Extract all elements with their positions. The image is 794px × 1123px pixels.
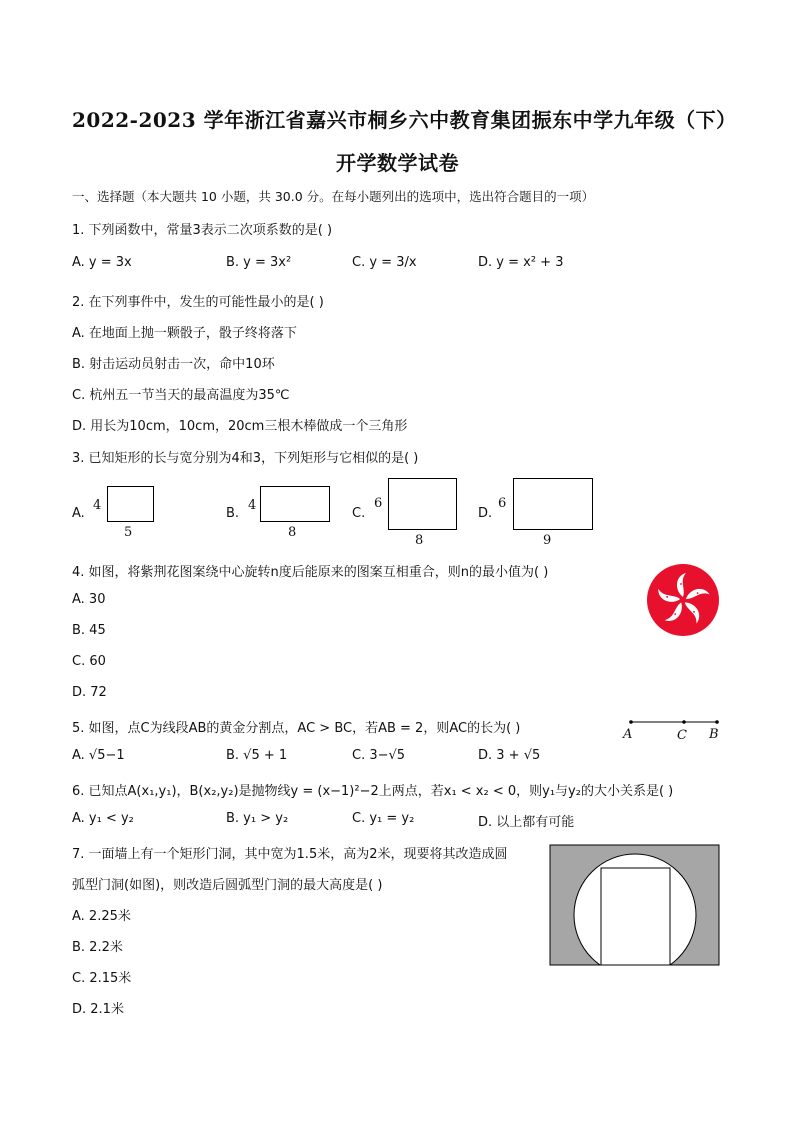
q4-option-c: C. 60 [72, 654, 106, 669]
question-4-stem: 4. 如图，将紫荆花图案绕中心旋转n度后能原来的图案互相重合，则n的最小值为( ) [72, 565, 549, 580]
q3-option-d-height: 6 [498, 496, 507, 511]
q5-option-a: A. √5−1 [72, 748, 125, 763]
q7-option-c: C. 2.15米 [72, 971, 132, 986]
door-rectangle [601, 868, 670, 965]
q3-option-c-letter: C. [352, 506, 366, 521]
q3-option-c-height: 6 [374, 496, 383, 511]
q1-option-c: C. y = 3/x [352, 255, 417, 270]
q3-option-a-rectangle [107, 486, 154, 522]
q5-option-c: C. 3−√5 [352, 748, 406, 763]
q4-option-d: D. 72 [72, 685, 107, 700]
q5-option-d: D. 3 + √5 [478, 748, 541, 763]
q3-option-a-height: 4 [93, 498, 102, 513]
question-2-stem: 2. 在下列事件中，发生的可能性最小的是( ) [72, 295, 324, 310]
bauhinia-flower-figure [646, 563, 720, 637]
point-a-label: A [623, 727, 633, 742]
q6-option-d: D. 以上都有可能 [478, 815, 575, 830]
q1-option-a: A. y = 3x [72, 255, 132, 270]
q4-option-a: A. 30 [72, 592, 106, 607]
question-6-stem: 6. 已知点A(x₁,y₁)，B(x₂,y₂)是抛物线y = (x−1)²−2上两点，若x₁ < x₂ < 0，则y₁与y₂的大小关系是( ) [72, 784, 674, 799]
q3-option-d-width: 9 [543, 533, 552, 548]
page-title-line2: 开学数学试卷 [336, 151, 459, 175]
q3-option-a-letter: A. [72, 506, 85, 521]
section-heading: 一、选择题（本大题共 10 小题，共 30.0 分。在每小题列出的选项中，选出符合题目的一项） [72, 189, 595, 204]
q5-option-b: B. √5 + 1 [226, 748, 288, 763]
q3-option-a-width: 5 [124, 525, 133, 540]
q3-option-b-letter: B. [226, 506, 240, 521]
q2-option-c: C. 杭州五一节当天的最高温度为35℃ [72, 388, 290, 403]
q3-option-c-rectangle [388, 478, 457, 530]
q7-option-d: D. 2.1米 [72, 1002, 124, 1017]
question-7-stem-line1: 7. 一面墙上有一个矩形门洞，其中宽为1.5米，高为2米，现要将其改造成圆 [72, 847, 508, 862]
q3-option-d-rectangle [513, 478, 593, 530]
q3-option-b-rectangle [260, 486, 330, 522]
q6-option-b: B. y₁ > y₂ [226, 811, 289, 826]
q3-option-b-width: 8 [288, 525, 297, 540]
page-title-line1: 2022-2023 学年浙江省嘉兴市桐乡六中教育集团振东中学九年级（下） [72, 108, 737, 132]
question-5-stem: 5. 如图，点C为线段AB的黄金分割点，AC > BC，若AB = 2，则AC的长为( ) [72, 721, 521, 736]
arched-doorway-figure [549, 844, 721, 967]
q6-option-c: C. y₁ = y₂ [352, 811, 415, 826]
q3-option-d-letter: D. [478, 506, 493, 521]
q2-option-a: A. 在地面上抛一颗骰子，骰子终将落下 [72, 326, 297, 341]
question-3-stem: 3. 已知矩形的长与宽分别为4和3，下列矩形与它相似的是( ) [72, 451, 419, 466]
q3-option-b-height: 4 [248, 498, 257, 513]
q7-option-b: B. 2.2米 [72, 940, 123, 955]
point-c-dot [682, 720, 686, 724]
question-1-stem: 1. 下列函数中，常量3表示二次项系数的是( ) [72, 223, 333, 238]
point-a-dot [629, 720, 633, 724]
point-b-label: B [709, 727, 719, 742]
point-b-dot [715, 720, 719, 724]
q7-option-a: A. 2.25米 [72, 909, 131, 924]
q1-option-d: D. y = x² + 3 [478, 255, 564, 270]
question-7-stem-line2: 弧型门洞(如图)，则改造后圆弧型门洞的最大高度是( ) [72, 878, 383, 893]
q1-option-b: B. y = 3x² [226, 255, 292, 270]
point-c-label: C [677, 728, 687, 743]
q6-option-a: A. y₁ < y₂ [72, 811, 134, 826]
q4-option-b: B. 45 [72, 623, 106, 638]
q2-option-d: D. 用长为10cm，10cm，20cm三根木棒做成一个三角形 [72, 419, 408, 434]
q2-option-b: B. 射击运动员射击一次，命中10环 [72, 357, 275, 372]
q3-option-c-width: 8 [415, 533, 424, 548]
